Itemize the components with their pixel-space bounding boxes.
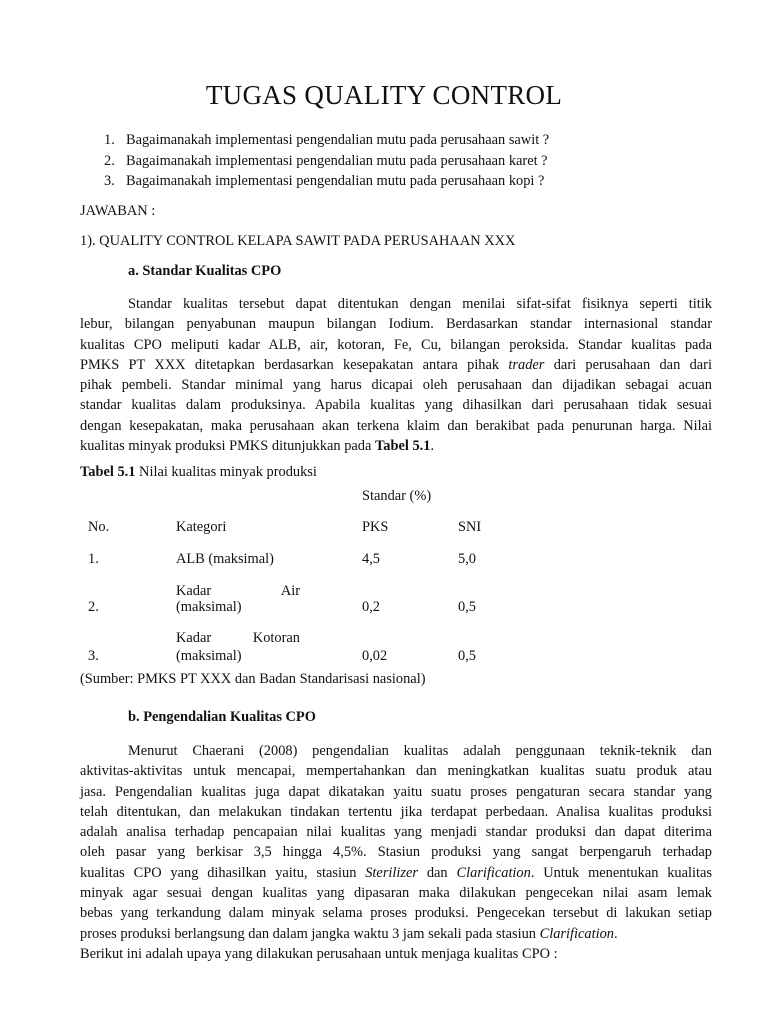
table-cell-kategori: ALB (maksimal) <box>176 551 274 567</box>
paragraph-line: pihak pembeli. Standar minimal yang harus dicapai oleh perusahaan dan dijadikan sebagai acuan <box>80 377 712 394</box>
paragraph-line: oleh pasar yang berkisar 3,5 hingga 4,5%. Stasiun produksi yang sangat berpengaruh terhadap <box>80 844 712 861</box>
table-cell-kategori: Kadar Kotoran <box>176 630 300 646</box>
subsection-a-paragraph <box>80 294 712 456</box>
table-cell-no: 1. <box>88 551 99 567</box>
paragraph-line: bebas yang terkandung dalam minyak selama proses produksi. Pengecekan tersebut di lakukan setiap <box>80 905 712 922</box>
paragraph-line: adalah analisa terhadap pencapaian nilai kualitas yang menjadi standar produksi dan dapat diterima <box>80 824 712 841</box>
paragraph-line: Berikut ini adalah upaya yang dilakukan perusahaan untuk menjaga kualitas CPO : <box>80 945 558 962</box>
paragraph-line: kualitas CPO meliputi kadar ALB, air, kotoran, Fe, Cu, bilangan peroksida. Standar kualitas pada <box>80 336 712 353</box>
section-1-heading: 1). QUALITY CONTROL KELAPA SAWIT PADA PERUSAHAAN XXX <box>80 233 516 249</box>
question-number: 1. <box>104 132 115 148</box>
paragraph-line: minyak agar sesuai dengan kualitas yang dipasaran maka dilakukan pengecekan nilai asam lemak <box>80 885 712 902</box>
italic-term: trader <box>508 356 545 373</box>
table-reference: Tabel 5.1 <box>375 438 431 455</box>
paragraph-line: dengan kesepakatan, maka perusahaan akan terkena klaim dan berakibat pada penurunan harga. Nilai <box>80 417 712 434</box>
table-cell-kategori: (maksimal) <box>176 599 242 615</box>
table-cell-pks: 0,2 <box>362 599 380 615</box>
paragraph-line: kualitas minyak produksi PMKS ditunjukkan pada Tabel 5.1. <box>80 438 435 455</box>
paragraph-line: aktivitas-aktivitas untuk mencapai, mempertahankan dan meningkatkan kualitas suatu produk atau <box>80 763 712 780</box>
table-header-no: No. <box>88 519 110 535</box>
paragraph-line: Menurut Chaerani (2008) pengendalian kualitas adalah penggunaan teknik-teknik dan <box>128 743 712 759</box>
question-number: 3. <box>104 173 115 189</box>
question-item <box>104 171 664 192</box>
table-cell-no: 3. <box>88 648 99 664</box>
question-text: Bagaimanakah implementasi pengendalian mutu pada perusahaan karet ? <box>126 152 548 169</box>
italic-term: Sterilizer <box>365 864 418 881</box>
table-header-sni: SNI <box>458 519 482 535</box>
subsection-b-paragraph <box>80 741 712 964</box>
table-header-kategori: Kategori <box>176 519 227 535</box>
table-caption: Tabel 5.1 Nilai kualitas minyak produksi <box>80 464 317 480</box>
paragraph-line: telah ditentukan, dan melakukan tindakan tertentu jika terdapat perbedaan. Analisa kualitas produksi <box>80 803 712 820</box>
table-source: (Sumber: PMKS PT XXX dan Badan Standarisasi nasional) <box>80 671 426 687</box>
table-cell-kategori: (maksimal) <box>176 648 242 664</box>
page-title: TUGAS QUALITY CONTROL <box>205 80 563 110</box>
table-cell-sni: 0,5 <box>458 599 476 615</box>
paragraph-line: lebur, bilangan penyabunan maupun bilangan Iodium. Berdasarkan standar internasional standar <box>80 316 712 333</box>
paragraph-line: PMKS PT XXX ditetapkan berdasarkan kesepakatan antara pihak trader dari perusahaan dan dari <box>80 356 712 373</box>
italic-term: Clarification <box>456 864 531 881</box>
question-text: Bagaimanakah implementasi pengendalian mutu pada perusahaan kopi ? <box>126 173 545 189</box>
paragraph-line: jasa. Pengendalian kualitas juga dapat dikatakan yaitu suatu proses pengaturan secara standar yang <box>80 783 712 800</box>
paragraph-line: standar kualitas dalam produksinya. Apabila kualitas yang dihasilkan dari perusahaan tidak sesuai <box>80 397 712 414</box>
question-number: 2. <box>104 152 115 169</box>
paragraph-line: kualitas CPO yang dihasilkan yaitu, stasiun Sterilizer dan Clarification. Untuk menentukan kualitas <box>80 864 712 881</box>
subsection-a-heading: a. Standar Kualitas CPO <box>128 263 282 279</box>
subsection-b-heading: b. Pengendalian Kualitas CPO <box>128 709 316 725</box>
question-item <box>104 151 664 172</box>
question-list <box>104 130 664 192</box>
table-cell-pks: 4,5 <box>362 551 380 567</box>
italic-term: Clarification <box>539 925 614 942</box>
answer-label: JAWABAN : <box>80 203 156 219</box>
table-cell-sni: 0,5 <box>458 648 476 664</box>
question-item <box>104 130 664 151</box>
table-cell-pks: 0,02 <box>362 648 388 664</box>
table-header-pks: PKS <box>362 519 389 535</box>
table-cell-sni: 5,0 <box>458 551 476 567</box>
paragraph-line: Standar kualitas tersebut dapat ditentukan dengan menilai sifat-sifat fisiknya seperti titik <box>128 296 712 312</box>
table-cell-no: 2. <box>88 599 99 615</box>
question-text: Bagaimanakah implementasi pengendalian mutu pada perusahaan sawit ? <box>126 132 550 148</box>
paragraph-line: proses produksi berlangsung dan dalam jangka waktu 3 jam sekali pada stasiun Clarification. <box>80 925 618 942</box>
table-cell-kategori: Kadar Air <box>176 583 300 599</box>
table-group-header: Standar (%) <box>362 488 432 504</box>
